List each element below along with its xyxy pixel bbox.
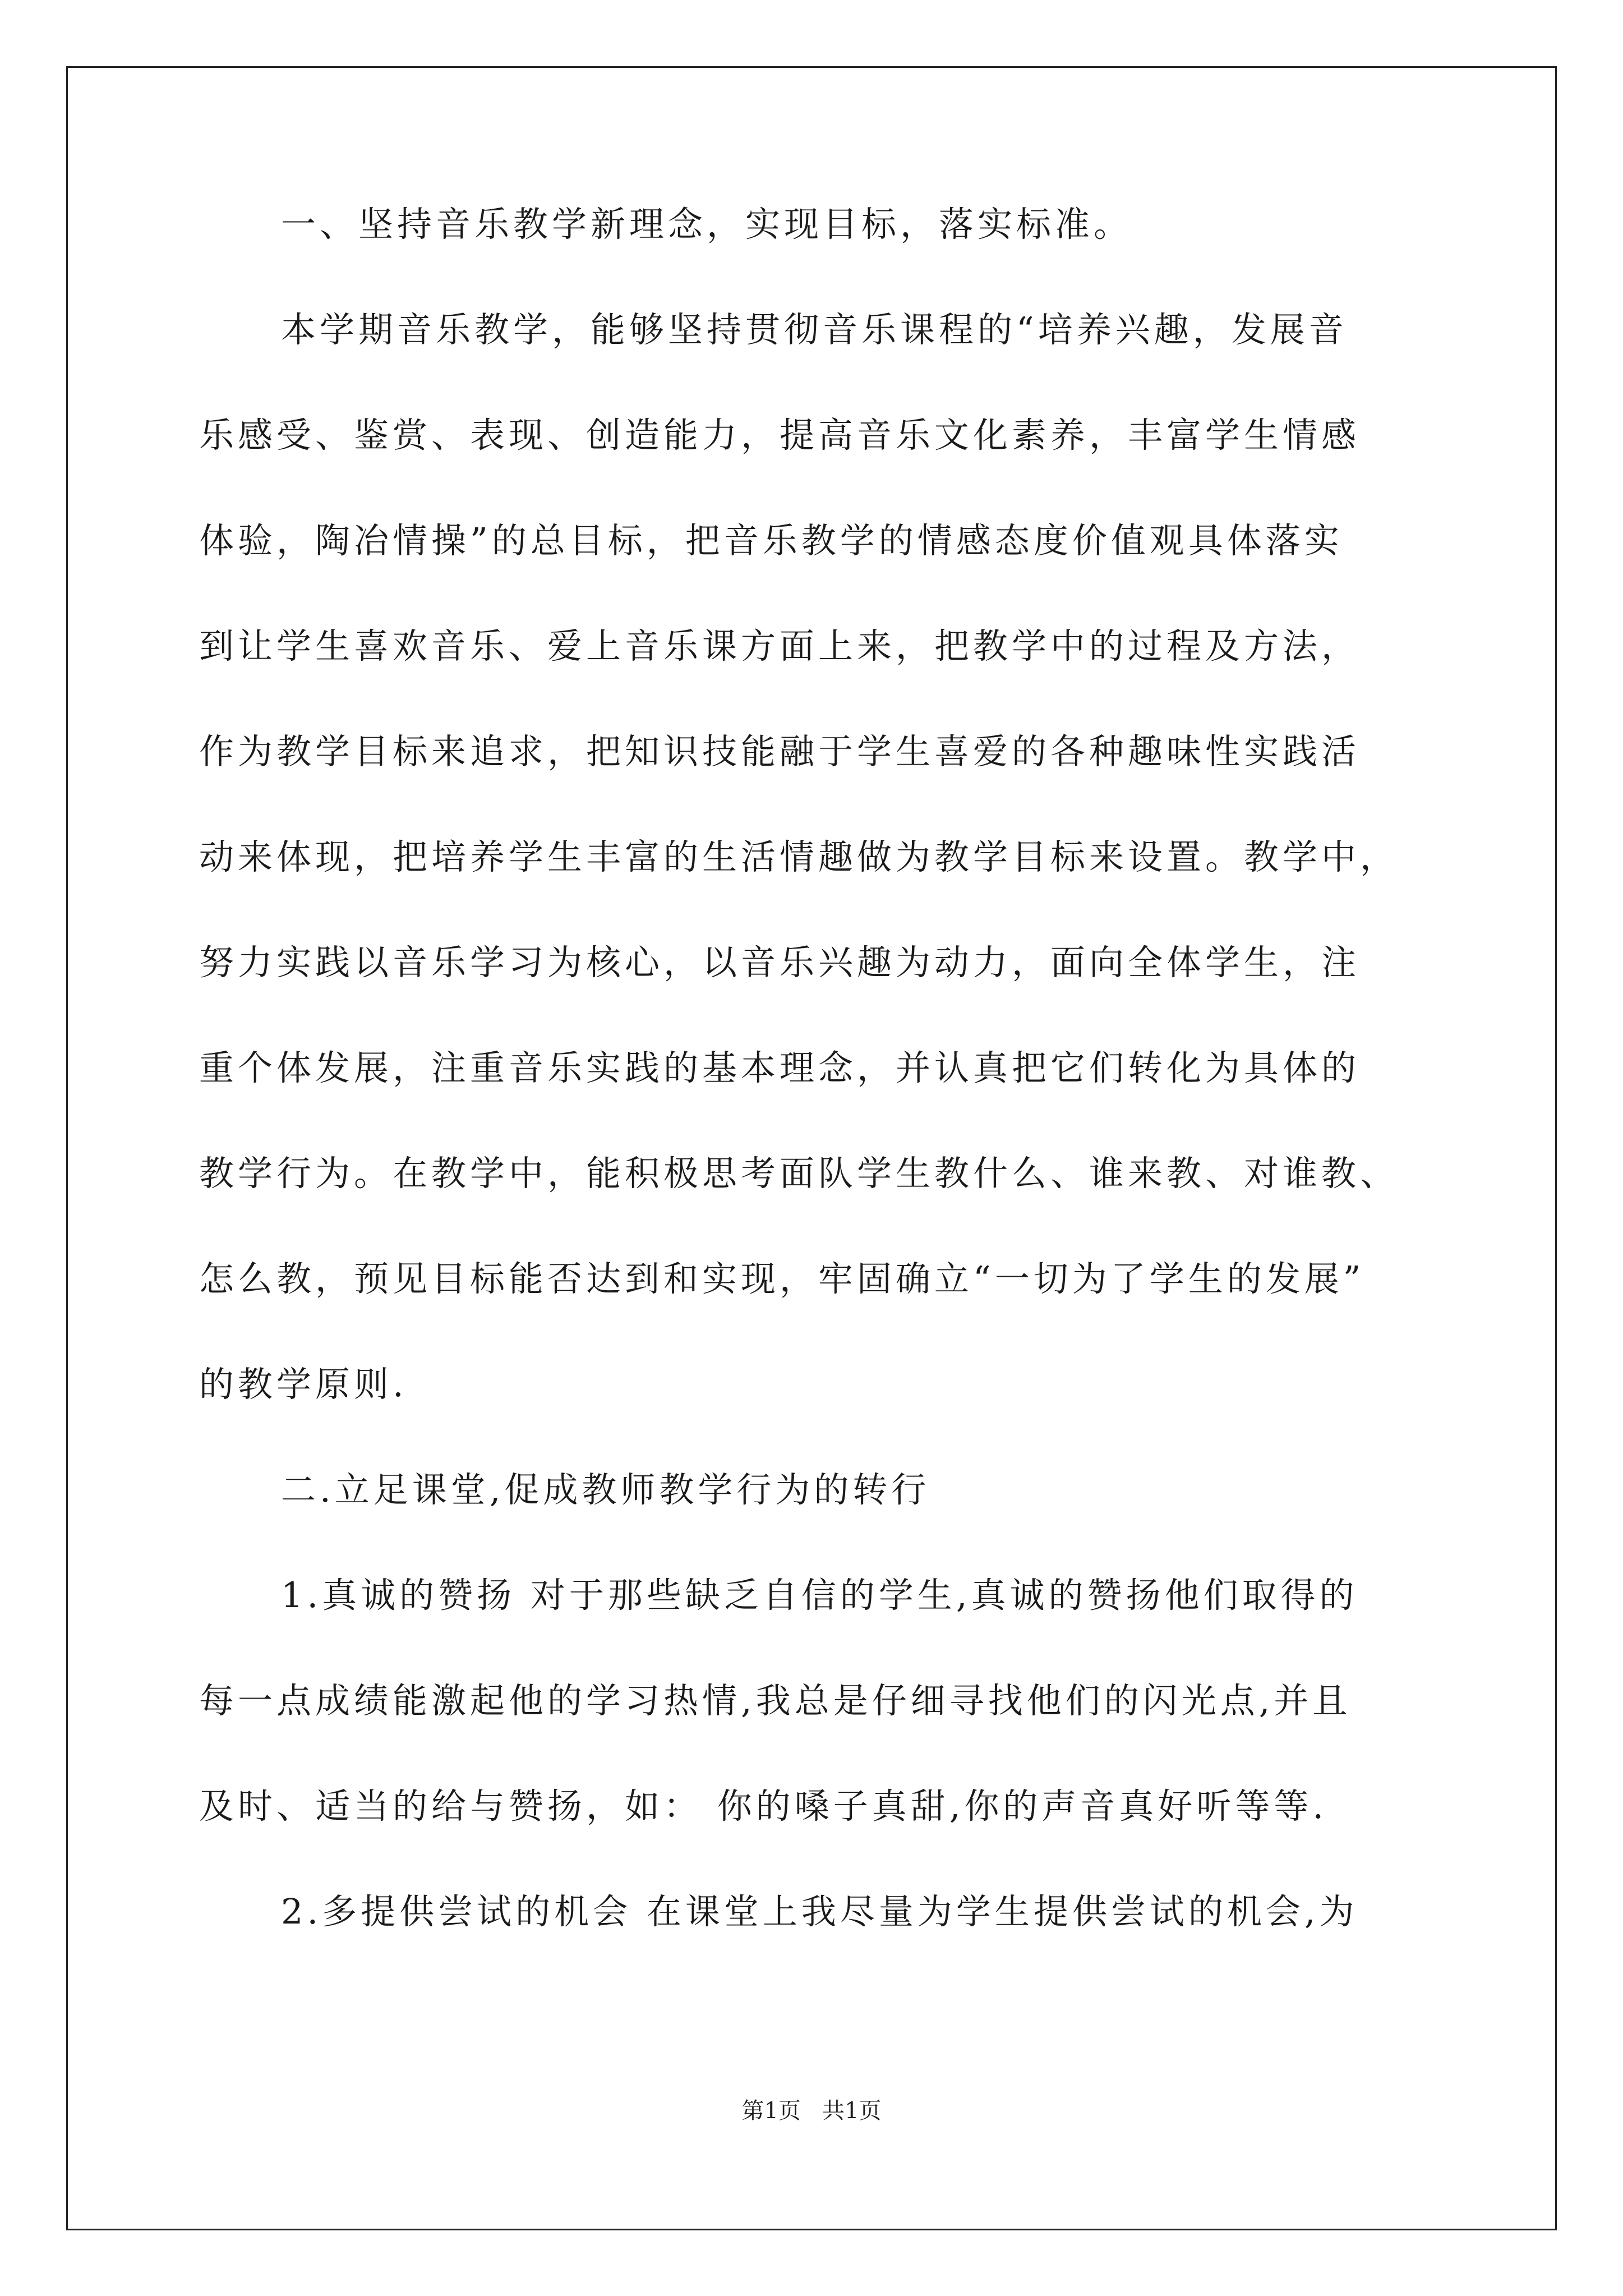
paragraph-line: 每一点成绩能激起他的学习热情,我总是仔细寻找他们的闪光点,并且 (199, 1680, 1352, 1721)
heading-section-1: 一、坚持音乐教学新理念，实现目标，落实标准。 (281, 204, 1133, 245)
paragraph-line: 乐感受、鉴赏、表现、创造能力，提高音乐文化素养，丰富学生情感 (199, 415, 1361, 455)
paragraph-line: 体验，陶冶情操”的总目标，把音乐教学的情感态度价值观具体落实 (199, 520, 1343, 561)
paragraph-line: 作为教学目标来追求，把知识技能融于学生喜爱的各种趣味性实践活 (199, 731, 1361, 772)
paragraph-line: 努力实践以音乐学习为核心，以音乐兴趣为动力，面向全体学生，注 (199, 942, 1361, 983)
paragraph-line: 的教学原则. (199, 1364, 408, 1405)
heading-section-2: 二.立足课堂,促成教师教学行为的转行 (281, 1469, 930, 1510)
paragraph-line: 重个体发展，注重音乐实践的基本理念，并认真把它们转化为具体的 (199, 1047, 1361, 1088)
paragraph-line: 教学行为。在教学中，能积极思考面队学生教什么、谁来教、对谁教、 (199, 1153, 1399, 1194)
paragraph-line: 1.真诚的赞扬 对于那些缺乏自信的学生,真诚的赞扬他们取得的 (281, 1575, 1358, 1616)
page-number-footer: 第1页 共1页 (741, 2098, 882, 2124)
paragraph-line: 怎么教，预见目标能否达到和实现，牢固确立“一切为了学生的发展” (199, 1258, 1365, 1299)
paragraph-line: 本学期音乐教学，能够坚持贯彻音乐课程的“培养兴趣，发展音 (281, 309, 1348, 350)
paragraph-line: 到让学生喜欢音乐、爱上音乐课方面上来，把教学中的过程及方法， (199, 625, 1361, 666)
paragraph-line: 2.多提供尝试的机会 在课堂上我尽量为学生提供尝试的机会,为 (281, 1891, 1358, 1932)
paragraph-line: 动来体现，把培养学生丰富的生活情趣做为教学目标来设置。教学中， (199, 836, 1399, 877)
paragraph-line: 及时、适当的给与赞扬，如： 你的嗓子真甜,你的声音真好听等等. (199, 1786, 1328, 1826)
